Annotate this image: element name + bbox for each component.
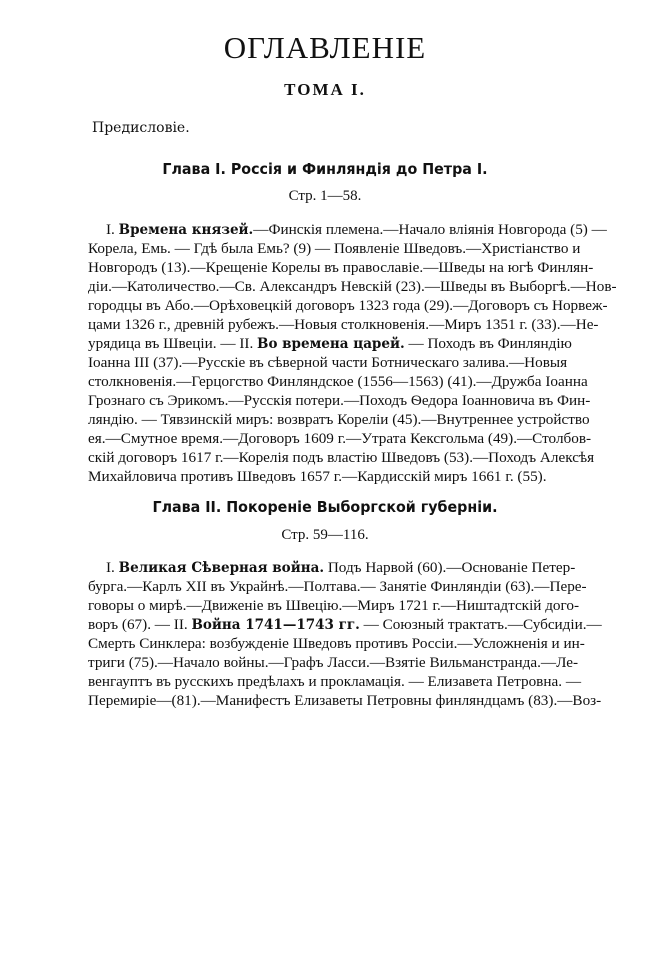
summary-text: столкновенія.—Герцогство Финляндское (1556—1563) (41).—Дружба Іоанна — [88, 373, 588, 390]
summary-line — [88, 429, 592, 448]
section-title: Во времена царей. — [257, 336, 405, 352]
preface-entry: Предисловіе. — [92, 120, 190, 136]
summary-line — [88, 391, 591, 410]
summary-text: городцы въ Або.—Орѣховецкій договоръ 1323 года (29).—Договоръ съ Норвеж- — [88, 297, 608, 314]
summary-text: Корела, Емь. — Гдѣ была Емь? (9) — Появленіе Шведовъ.—Христіанство и — [88, 240, 581, 257]
summary-text: Новгородъ (13).—Крещеніе Корелы въ православіе.—Шведы на югѣ Финлян- — [88, 259, 594, 276]
summary-text: бурга.—Карлъ XII въ Украйнѣ.—Полтава.— Занятіе Финляндіи (63).—Пере- — [88, 578, 587, 595]
summary-line — [88, 372, 588, 391]
summary-text: венгауптъ въ русскихъ предѣлахъ и прокламація. — Елизавета Петровна. — — [88, 673, 582, 690]
summary-text: — Союзный трактатъ.—Субсидіи.— — [359, 616, 602, 633]
summary-text: скій договоръ 1617 г.—Корелія подъ властію Шведовъ (53).—Походъ Алексѣя — [88, 449, 595, 466]
summary-text: I. — [106, 221, 119, 238]
summary-line — [88, 220, 607, 239]
summary-line — [88, 577, 587, 596]
summary-line — [88, 448, 595, 467]
summary-line — [88, 672, 582, 691]
chapter-1-pages: Стр. 1—58. — [288, 188, 362, 204]
summary-text: ея.—Смутное время.—Договоръ 1609 г.—Утрата Кексгольма (49).—Столбов- — [88, 430, 592, 447]
summary-text: діи.—Католичество.—Св. Александръ Невскій (23).—Шведы въ Выборгѣ.—Нов- — [88, 278, 617, 295]
summary-text: говоры о мирѣ.—Движеніе въ Швецію.—Миръ 1721 г.—Ништадтскій дого- — [88, 597, 580, 614]
summary-text: триги (75).—Начало войны.—Графъ Ласси.—Взятіе Вильманстранда.—Ле- — [88, 654, 579, 671]
summary-text: Грознаго съ Эрикомъ.—Русскія потери.—Походъ Ѳедора Іоанновича въ Фин- — [88, 392, 591, 409]
chapter-2-heading: Глава II. Покореніе Выборгской губерніи. — [152, 498, 498, 516]
summary-text: урядица въ Швеціи. — II. — [88, 335, 258, 352]
summary-line — [88, 596, 580, 615]
volume-label: ТОМА I. — [284, 80, 366, 99]
section-title: Война 1741—1743 гг. — [191, 617, 360, 633]
summary-text: Михайловича противъ Шведовъ 1657 г.—Кардисскій миръ 1661 г. (55). — [88, 468, 547, 485]
summary-line — [88, 353, 568, 372]
summary-line — [88, 277, 617, 296]
summary-line — [88, 258, 594, 277]
summary-line — [88, 558, 576, 577]
summary-line — [88, 315, 599, 334]
summary-line — [88, 615, 602, 634]
section-title: Великая Сѣверная война. — [118, 560, 325, 576]
summary-text: Смерть Синклера: возбужденіе Шведовъ противъ Россіи.—Усложненія и ин- — [88, 635, 585, 652]
summary-text: воръ (67). — II. — [88, 616, 192, 633]
chapter-1-summary — [88, 220, 617, 486]
summary-line — [88, 239, 581, 258]
summary-line — [88, 410, 590, 429]
section-title: Времена князей. — [118, 222, 254, 238]
chapter-1-heading: Глава I. Россія и Финляндія до Петра I. — [162, 160, 488, 178]
summary-text: I. — [106, 559, 119, 576]
summary-text: Подъ Нарвой (60).—Основаніе Петер- — [324, 559, 576, 576]
summary-line — [88, 634, 585, 653]
summary-text: — Походъ въ Финляндію — [404, 335, 572, 352]
summary-line — [88, 691, 602, 710]
summary-text: Перемиріе—(81).—Манифестъ Елизаветы Петровны финляндцамъ (83).—Воз- — [88, 692, 602, 709]
chapter-2-summary — [88, 558, 602, 710]
summary-line — [88, 296, 608, 315]
summary-line — [88, 334, 572, 353]
summary-line — [88, 653, 579, 672]
summary-text: Іоанна III (37).—Русскіе въ сѣверной части Ботническаго залива.—Новыя — [88, 354, 568, 371]
summary-text: цами 1326 г., древній рубежъ.—Новыя столкновенія.—Миръ 1351 г. (33).—Не- — [88, 316, 599, 333]
chapter-2-pages: Стр. 59—116. — [281, 527, 369, 543]
summary-text: —Финскія племена.—Начало вліянія Новгорода (5) — — [253, 221, 607, 238]
summary-line — [88, 467, 562, 486]
summary-text: ляндію. — Тявзинскій миръ: возвратъ Кореліи (45).—Внутреннее устройство — [88, 411, 590, 428]
document-title: ОГЛАВЛЕНІЕ — [223, 30, 427, 65]
